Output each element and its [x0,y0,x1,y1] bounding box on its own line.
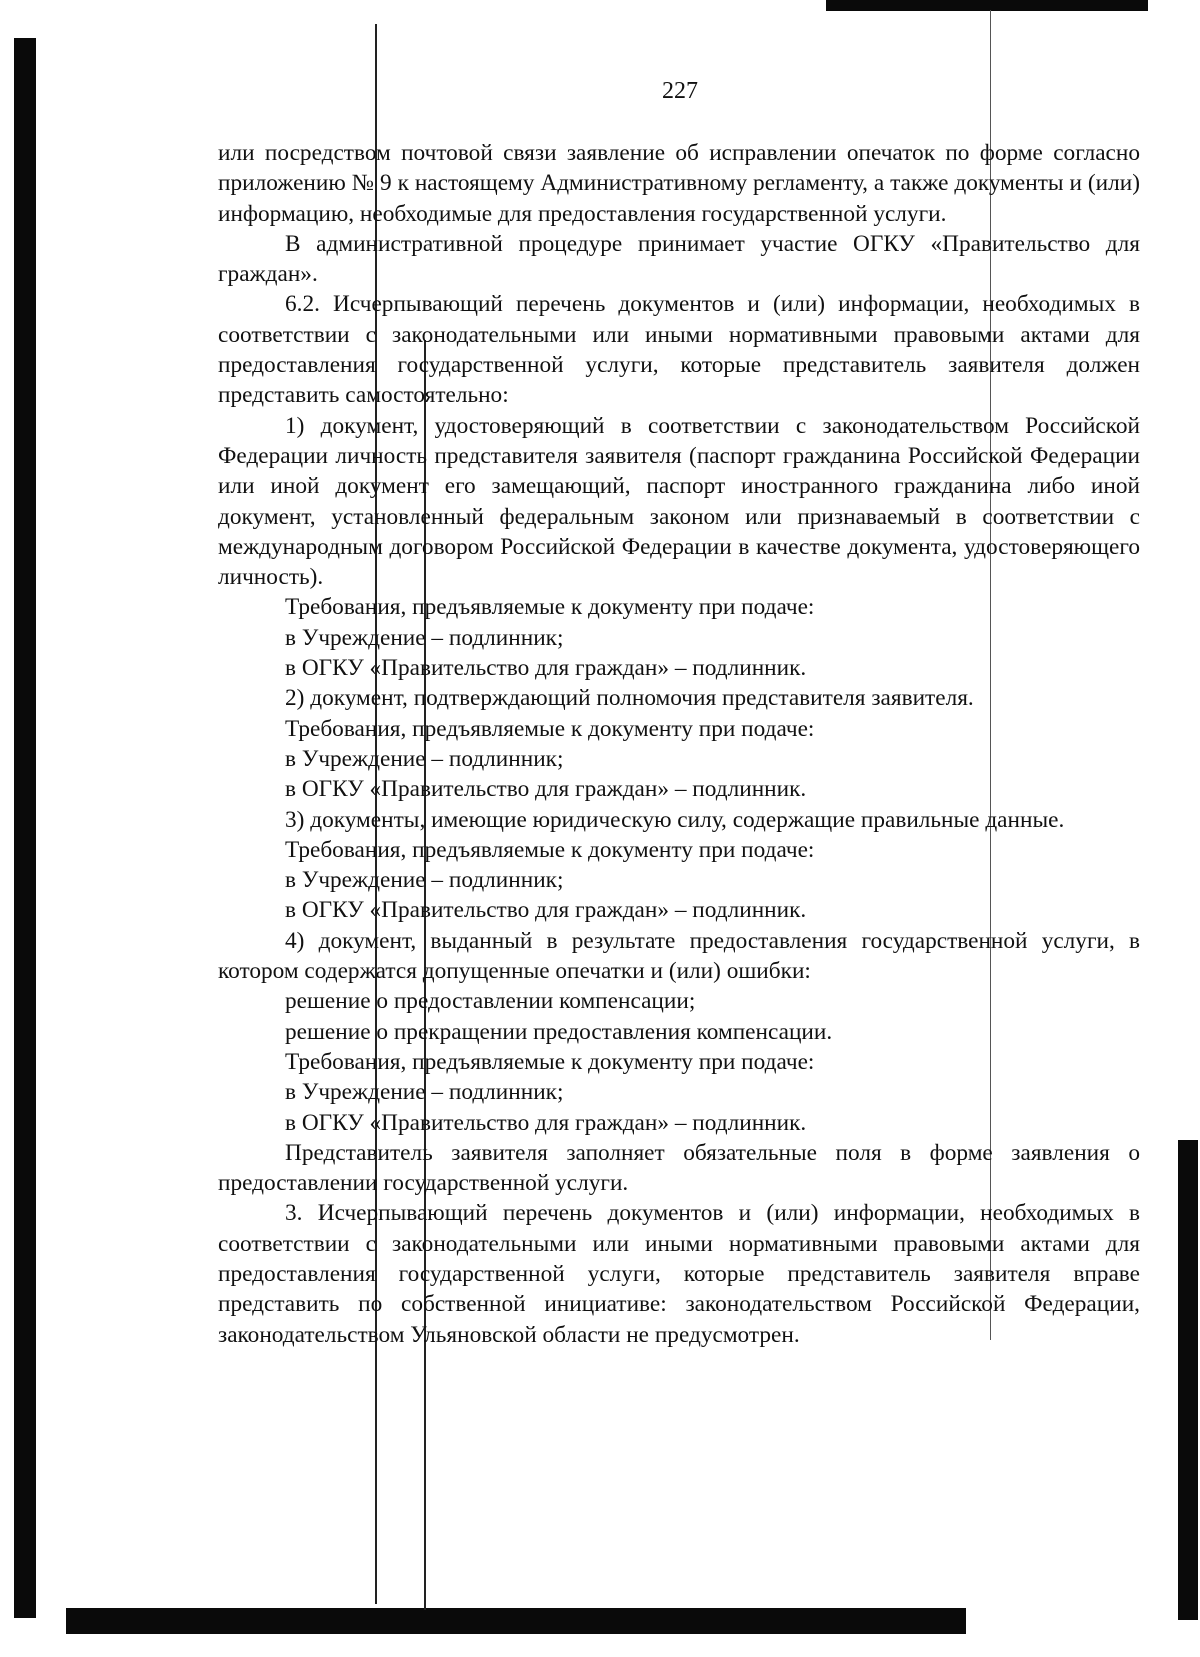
paragraph: Представитель заявителя заполняет обязательные поля в форме заявления о предоставлении государственной услуги. [218,1139,1140,1197]
scan-edge-top [826,0,1148,11]
scan-edge-bottom [66,1608,966,1634]
paragraph: 6.2. Исчерпывающий перечень документов и (или) информации, необходимых в соответствии с законодательными или иными нормативными правовыми актами для предоставления государственной услуги, которые представитель заявителя должен представить самостоятельно: [218,291,1140,409]
list-item: Требования, предъявляемые к документу при подаче: [285,715,815,742]
paragraph: 1) документ, удостоверяющий в соответствии с законодательством Российской Федерации личность представителя заявителя (паспорт гражданина Российской Федерации или иной документ его замещающий, паспорт иностранного гражданина либо иной документ, установленный федеральным законом или признаваемый в соответствии с международным договором Российской Федерации в качестве документа, удостоверяющего личность). [218,412,1140,591]
list-item: в Учреждение – подлинник; [285,867,564,894]
list-item: 2) документ, подтверждающий полномочия представителя заявителя. [285,685,974,712]
list-item: в ОГКУ «Правительство для граждан» – подлинник. [285,776,807,803]
list-item: решение о прекращении предоставления компенсации. [285,1018,833,1045]
scan-edge-left [14,38,36,1618]
list-item: в Учреждение – подлинник; [285,1079,564,1106]
list-item: в ОГКУ «Правительство для граждан» – подлинник. [285,1109,807,1136]
list-item: Требования, предъявляемые к документу при подаче: [285,1048,815,1075]
list-item: Требования, предъявляемые к документу при подаче: [285,836,815,863]
paragraph: или посредством почтовой связи заявление об исправлении опечаток по форме согласно приложению № 9 к настоящему Административному регламенту, а также документы и (или) информацию, необходимые для предоставления государственной услуги. [218,140,1140,227]
list-item: в ОГКУ «Правительство для граждан» – подлинник. [285,655,807,682]
paragraph: 4) документ, выданный в результате предоставления государственной услуги, в котором содержатся допущенные опечатки и (или) ошибки: [218,927,1140,985]
document-body [218,138,1140,1350]
list-item: в Учреждение – подлинник; [285,624,564,651]
list-item: решение о предоставлении компенсации; [285,988,696,1015]
paragraph: 3) документы, имеющие юридическую силу, содержащие правильные данные. [285,806,1065,833]
scan-edge-right [1178,1140,1198,1620]
list-item: в ОГКУ «Правительство для граждан» – подлинник. [285,897,807,924]
paragraph: В административной процедуре принимает участие ОГКУ «Правительство для граждан». [218,230,1140,288]
list-item: Требования, предъявляемые к документу при подаче: [285,594,815,621]
paragraph: 3. Исчерпывающий перечень документов и (или) информации, необходимых в соответствии с законодательными или иными нормативными правовыми актами для предоставления государственной услуги, которые представитель заявителя вправе представить по собственной инициативе: законодательством Российской Федерации, законодательством Ульяновской области не предусмотрен. [218,1200,1140,1348]
list-item: в Учреждение – подлинник; [285,745,564,772]
page-number: 227 [662,78,698,104]
